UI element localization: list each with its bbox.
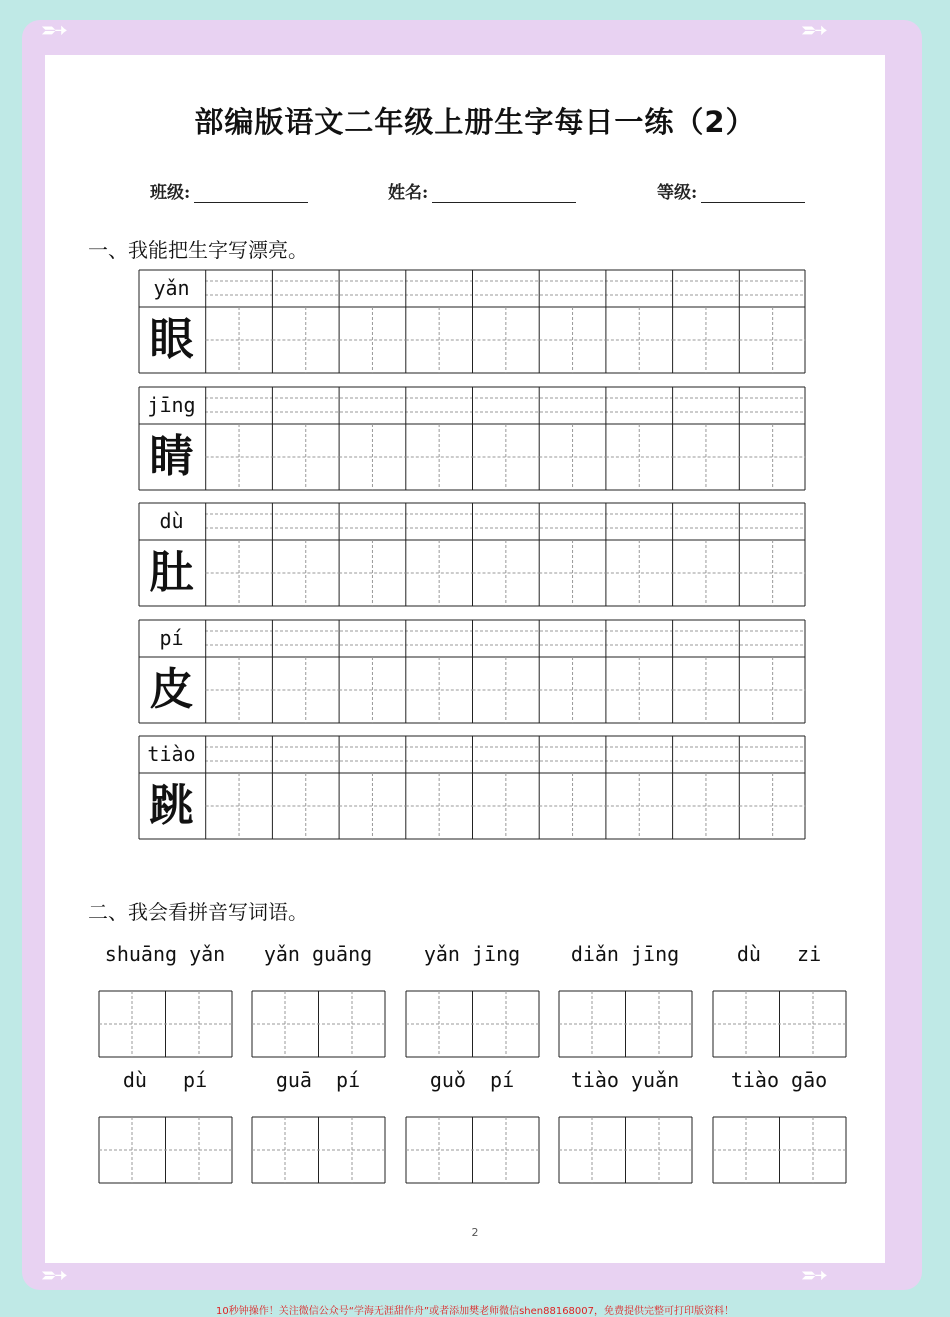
writing-grid[interactable]	[138, 269, 807, 375]
character-block	[138, 735, 805, 839]
pinyin-label: jīng	[147, 393, 196, 417]
class-label: 班级:	[150, 183, 191, 203]
word-writing-box[interactable]	[98, 990, 231, 1056]
grade-label: 等级:	[657, 183, 698, 203]
page-number: 2	[471, 1226, 479, 1239]
word-pinyin: dù pí	[122, 1068, 208, 1092]
character-block	[138, 502, 805, 606]
name-label: 姓名:	[388, 183, 429, 203]
name-input-line[interactable]	[432, 184, 576, 203]
character-block	[138, 269, 805, 373]
word-writing-box[interactable]	[251, 990, 384, 1056]
arrow-icon: ➵	[40, 1255, 69, 1295]
model-character: 跳	[149, 780, 194, 831]
character-block	[138, 619, 805, 723]
arrow-icon: ➵	[40, 10, 69, 50]
word-pinyin: yǎn jīng	[423, 942, 521, 966]
pinyin-label: pí	[159, 626, 184, 650]
word-pinyin: shuāng yǎn	[104, 942, 226, 966]
writing-grid[interactable]	[138, 619, 807, 725]
model-character: 睛	[149, 431, 194, 482]
arrow-icon: ➵	[800, 10, 829, 50]
model-character: 肚	[149, 547, 194, 598]
writing-grid[interactable]	[138, 386, 807, 492]
model-character: 眼	[149, 314, 194, 365]
pinyin-label: dù	[159, 509, 184, 533]
word-writing-box[interactable]	[98, 1116, 231, 1182]
grade-field	[657, 178, 805, 203]
word-pinyin: tiào gāo	[730, 1068, 828, 1092]
word-pinyin: guā pí	[275, 1068, 361, 1092]
word-writing-box[interactable]	[405, 1116, 538, 1182]
section-2-heading: 二、我会看拼音写词语。	[88, 900, 308, 924]
name-field	[388, 178, 576, 203]
word-pinyin: yǎn guāng	[263, 942, 373, 966]
word-writing-box[interactable]	[712, 1116, 845, 1182]
arrow-icon: ➵	[800, 1255, 829, 1295]
word-writing-box[interactable]	[712, 990, 845, 1056]
footer-note: 10秒钟操作！关注微信公众号“学海无涯甜作舟”或者添加樊老师微信shen88168007，免费提供完整可打印版资料！	[215, 1306, 735, 1317]
writing-grid[interactable]	[138, 502, 807, 608]
grade-input-line[interactable]	[701, 184, 805, 203]
section-1-heading: 一、我能把生字写漂亮。	[88, 238, 308, 262]
writing-grid[interactable]	[138, 735, 807, 841]
class-field	[150, 178, 308, 203]
word-writing-box[interactable]	[251, 1116, 384, 1182]
word-writing-box[interactable]	[558, 990, 691, 1056]
word-pinyin: dù zi	[736, 942, 822, 966]
pinyin-label: yǎn	[153, 276, 190, 300]
model-character: 皮	[149, 664, 194, 715]
word-pinyin: guǒ pí	[429, 1068, 515, 1092]
word-writing-box[interactable]	[405, 990, 538, 1056]
word-pinyin: tiào yuǎn	[570, 1068, 680, 1092]
pinyin-label: tiào	[147, 742, 196, 766]
class-input-line[interactable]	[194, 184, 308, 203]
word-pinyin: diǎn jīng	[570, 942, 680, 966]
word-writing-box[interactable]	[558, 1116, 691, 1182]
character-block	[138, 386, 805, 490]
page-title: 部编版语文二年级上册生字每日一练（2）	[194, 105, 756, 139]
